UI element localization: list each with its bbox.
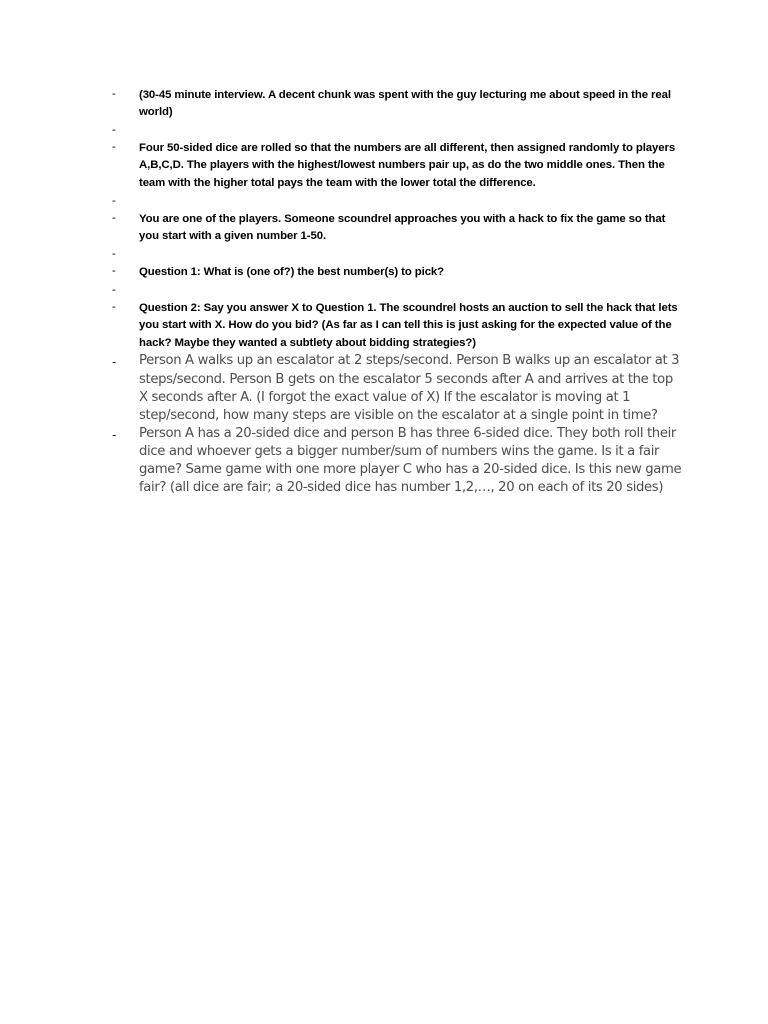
list-item-text bbox=[139, 122, 682, 140]
bullet-dash: - bbox=[112, 265, 116, 278]
bullet-dash: - bbox=[112, 247, 116, 260]
bullet-dash: - bbox=[112, 355, 116, 370]
list-item-text: (30-45 minute interview. A decent chunk was spent with the guy lecturing me about speed in the real world) bbox=[139, 88, 671, 119]
list-item bbox=[112, 263, 682, 281]
list-item-text bbox=[139, 282, 682, 300]
list-item-text: Person A walks up an escalator at 2 steps/second. Person B walks up an escalator at 3 steps/second. Person B gets on the escalator 5 seconds after A and arrives at the top X seconds after A. (I forgot the exact value of X) If the escalator is moving at 1 step/second, how many steps are visible on the escalator at a single point in time? bbox=[139, 353, 680, 423]
bullet-dash: - bbox=[112, 212, 116, 225]
list-item bbox=[112, 352, 682, 424]
list-item bbox=[112, 139, 682, 192]
bullet-dash: - bbox=[112, 123, 116, 136]
list-item bbox=[112, 246, 682, 264]
bullet-dash: - bbox=[112, 194, 116, 207]
bullet-list bbox=[112, 86, 682, 497]
list-item-text: Question 2: Say you answer X to Question 1. The scoundrel hosts an auction to sell the hack that lets you start with X. How do you bid? (As far as I can tell this is just asking for the expected value of the hack? Maybe they wanted a subtlety about bidding strategies?) bbox=[139, 301, 678, 349]
list-item-text bbox=[139, 193, 682, 211]
list-item-text: You are one of the players. Someone scoundrel approaches you with a hack to fix the game so that you start with a given number 1-50. bbox=[139, 212, 666, 243]
list-item bbox=[112, 282, 682, 300]
bullet-dash: - bbox=[112, 427, 116, 442]
list-item bbox=[112, 210, 682, 246]
list-item bbox=[112, 122, 682, 140]
list-item bbox=[112, 425, 682, 497]
bullet-dash: - bbox=[112, 283, 116, 296]
bullet-dash: - bbox=[112, 88, 116, 100]
list-item bbox=[112, 193, 682, 211]
bullet-dash: - bbox=[112, 301, 116, 314]
list-item-text: Person A has a 20-sided dice and person B has three 6-sided dice. They both roll their dice and whoever gets a bigger number/sum of numbers wins the game. Is it a fair game? Same game with one more player C who has a 20-sided dice. Is this new game fair? (all dice are fair; a 20-sided dice has number 1,2,…, 20 on each of its 20 sides) bbox=[139, 425, 682, 496]
list-item bbox=[112, 299, 682, 352]
bullet-dash: - bbox=[112, 141, 116, 154]
list-item-text bbox=[139, 246, 682, 264]
list-item bbox=[112, 86, 682, 122]
list-item-text: Four 50-sided dice are rolled so that the numbers are all different, then assigned randomly to players A,B,C,D. The players with the highest/lowest numbers pair up, as do the two middle ones. Then the team with the higher total pays the team with the lower total the difference. bbox=[139, 141, 676, 189]
list-item-text: Question 1: What is (one of?) the best number(s) to pick? bbox=[139, 265, 445, 278]
